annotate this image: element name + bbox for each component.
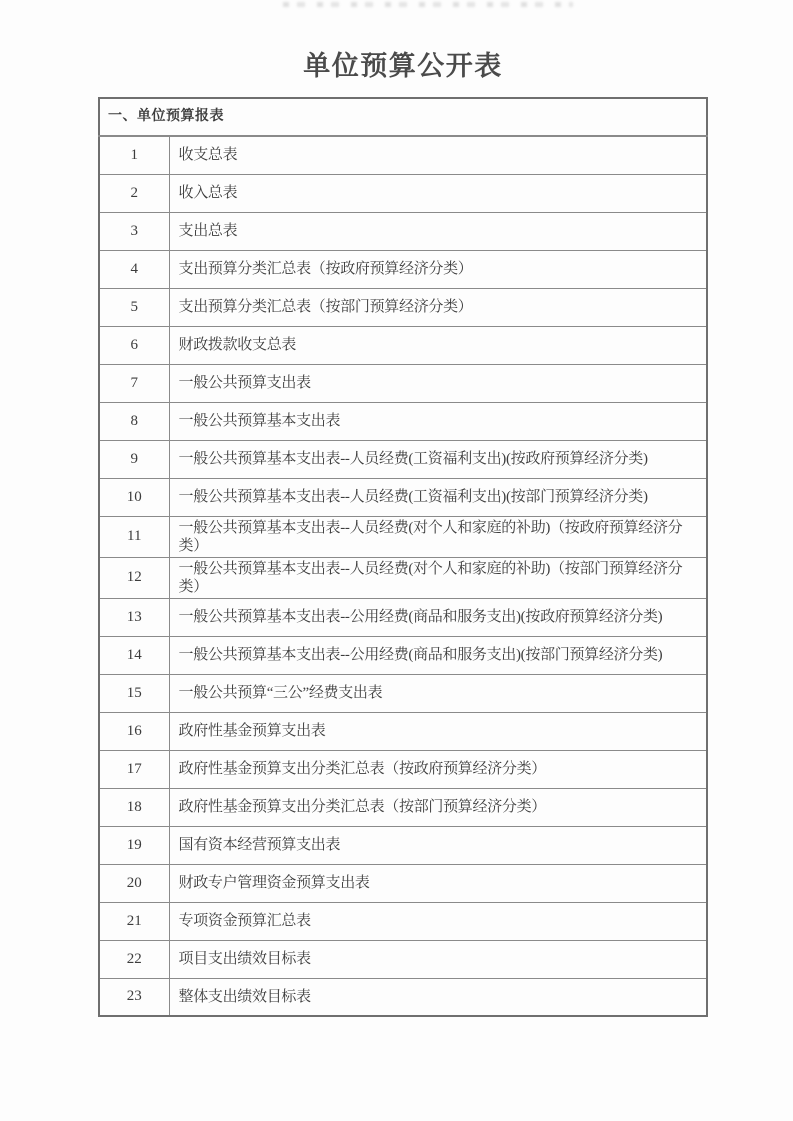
section-header: 一、单位预算报表 xyxy=(99,98,707,136)
row-table-name: 支出预算分类汇总表（按政府预算经济分类） xyxy=(169,250,707,288)
table-row xyxy=(99,864,707,902)
table-row xyxy=(99,902,707,940)
table-row xyxy=(99,557,707,598)
table-row xyxy=(99,750,707,788)
row-table-name: 收支总表 xyxy=(169,136,707,174)
table-row xyxy=(99,788,707,826)
row-table-name: 一般公共预算基本支出表--人员经费(对个人和家庭的补助)（按部门预算经济分类） xyxy=(169,557,707,598)
budget-table-list xyxy=(98,97,708,1017)
row-number: 8 xyxy=(99,402,169,440)
table-row xyxy=(99,250,707,288)
row-number: 13 xyxy=(99,598,169,636)
row-table-name: 财政专户管理资金预算支出表 xyxy=(169,864,707,902)
table-row xyxy=(99,978,707,1016)
row-number: 1 xyxy=(99,136,169,174)
row-number: 11 xyxy=(99,516,169,557)
row-number: 5 xyxy=(99,288,169,326)
row-table-name: 一般公共预算基本支出表--公用经费(商品和服务支出)(按部门预算经济分类) xyxy=(169,636,707,674)
table-row xyxy=(99,478,707,516)
row-table-name: 一般公共预算基本支出表--人员经费(工资福利支出)(按部门预算经济分类) xyxy=(169,478,707,516)
row-number: 3 xyxy=(99,212,169,250)
page-title: 单位预算公开表 xyxy=(303,51,503,81)
table-row xyxy=(99,136,707,174)
table-body xyxy=(99,136,707,1016)
table-row xyxy=(99,636,707,674)
row-number: 12 xyxy=(99,557,169,598)
table-row xyxy=(99,326,707,364)
table-row xyxy=(99,674,707,712)
table-row xyxy=(99,598,707,636)
table-row xyxy=(99,516,707,557)
row-table-name: 整体支出绩效目标表 xyxy=(169,978,707,1016)
row-number: 4 xyxy=(99,250,169,288)
row-number: 15 xyxy=(99,674,169,712)
row-table-name: 一般公共预算基本支出表 xyxy=(169,402,707,440)
scan-artifact xyxy=(283,2,573,7)
row-number: 6 xyxy=(99,326,169,364)
row-table-name: 一般公共预算支出表 xyxy=(169,364,707,402)
row-table-name: 财政拨款收支总表 xyxy=(169,326,707,364)
row-number: 16 xyxy=(99,712,169,750)
row-number: 9 xyxy=(99,440,169,478)
row-number: 19 xyxy=(99,826,169,864)
row-table-name: 项目支出绩效目标表 xyxy=(169,940,707,978)
table-row xyxy=(99,288,707,326)
table-row xyxy=(99,940,707,978)
row-number: 7 xyxy=(99,364,169,402)
row-number: 21 xyxy=(99,902,169,940)
row-table-name: 政府性基金预算支出分类汇总表（按政府预算经济分类） xyxy=(169,750,707,788)
row-table-name: 政府性基金预算支出表 xyxy=(169,712,707,750)
table-row xyxy=(99,712,707,750)
table-row xyxy=(99,212,707,250)
row-table-name: 一般公共预算基本支出表--人员经费(工资福利支出)(按政府预算经济分类) xyxy=(169,440,707,478)
row-number: 2 xyxy=(99,174,169,212)
row-number: 20 xyxy=(99,864,169,902)
row-number: 17 xyxy=(99,750,169,788)
row-table-name: 支出预算分类汇总表（按部门预算经济分类） xyxy=(169,288,707,326)
row-table-name: 专项资金预算汇总表 xyxy=(169,902,707,940)
row-table-name: 收入总表 xyxy=(169,174,707,212)
table-row xyxy=(99,174,707,212)
table-row xyxy=(99,402,707,440)
row-number: 23 xyxy=(99,978,169,1016)
row-table-name: 政府性基金预算支出分类汇总表（按部门预算经济分类） xyxy=(169,788,707,826)
row-number: 18 xyxy=(99,788,169,826)
row-number: 22 xyxy=(99,940,169,978)
section-header-row xyxy=(99,98,707,136)
row-table-name: 一般公共预算基本支出表--公用经费(商品和服务支出)(按政府预算经济分类) xyxy=(169,598,707,636)
row-table-name: 支出总表 xyxy=(169,212,707,250)
table-row xyxy=(99,440,707,478)
row-table-name: 一般公共预算“三公”经费支出表 xyxy=(169,674,707,712)
row-number: 14 xyxy=(99,636,169,674)
row-table-name: 一般公共预算基本支出表--人员经费(对个人和家庭的补助)（按政府预算经济分类） xyxy=(169,516,707,557)
table-row xyxy=(99,826,707,864)
table-row xyxy=(99,364,707,402)
row-table-name: 国有资本经营预算支出表 xyxy=(169,826,707,864)
row-number: 10 xyxy=(99,478,169,516)
